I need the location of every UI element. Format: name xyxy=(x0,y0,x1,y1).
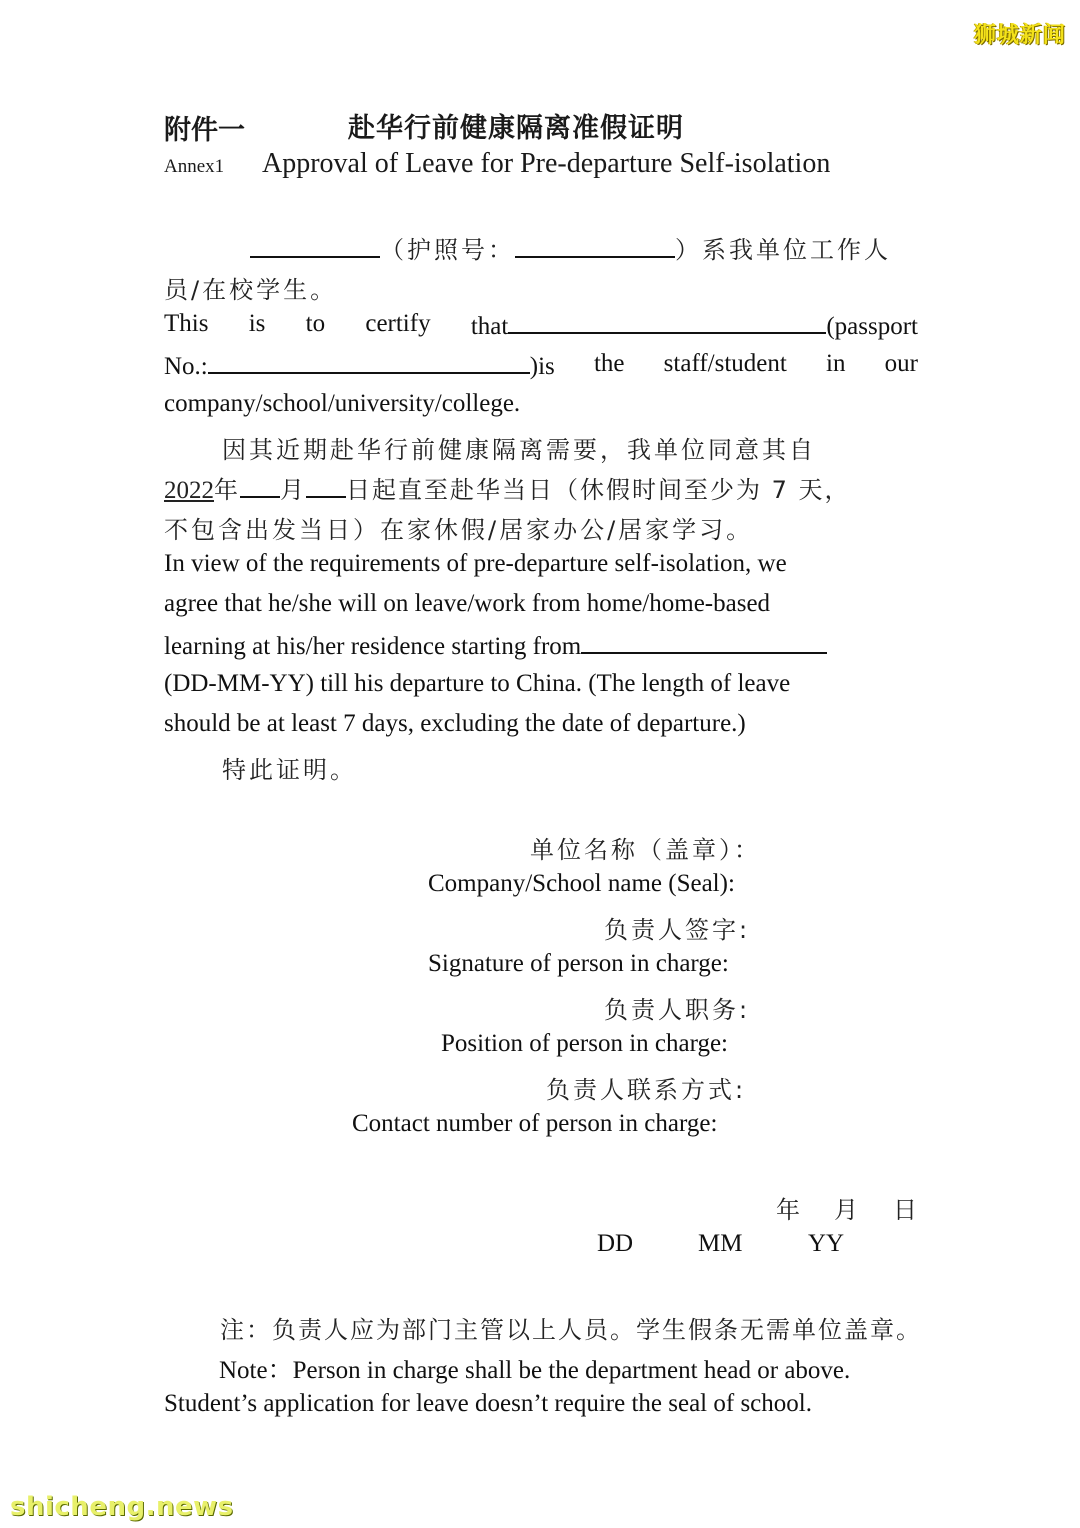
leave-cn-line3: 不包含出发当日）在家休假/居家办公/居家学习。 xyxy=(164,516,754,544)
date-day-label-cn: 日 xyxy=(893,1196,920,1224)
cert-cn-line2: 员/在校学生。 xyxy=(164,276,338,304)
position-label-en: Position of person in charge: xyxy=(441,1030,728,1057)
date-year-label-cn: 年 xyxy=(776,1196,803,1224)
signature-label-cn: 负责人签字: xyxy=(604,916,751,944)
contact-label-cn: 负责人联系方式: xyxy=(546,1076,747,1104)
passport-no-label: No.: xyxy=(164,353,208,380)
leave-cn-line1: 因其近期赴华行前健康隔离需要，我单位同意其自 xyxy=(222,436,816,464)
leave-en-line3-text: learning at his/her residence starting from xyxy=(164,633,582,660)
contact-label-en: Contact number of person in charge: xyxy=(352,1110,718,1137)
passport-label-cn: （护照号： xyxy=(380,236,515,264)
document-title-cn: 赴华行前健康隔离准假证明 xyxy=(348,113,684,144)
date-dd-label: DD xyxy=(597,1230,634,1257)
date-month-label-cn: 月 xyxy=(834,1196,861,1224)
leave-cn-line2-rest: 日起直至赴华当日（休假时间至少为 7 天， xyxy=(346,476,851,504)
position-label-cn: 负责人职务: xyxy=(604,996,751,1024)
date-yy-label: YY xyxy=(808,1230,845,1257)
date-mm-label: MM xyxy=(698,1230,743,1257)
month-label: 月 xyxy=(280,476,306,504)
leave-en-line3 xyxy=(164,630,827,661)
cert-en-word: in xyxy=(826,350,846,377)
leave-en-line4: (DD-MM-YY) till his departure to China. (The length of leave xyxy=(164,670,791,697)
cert-en-line3: company/school/university/college. xyxy=(164,390,521,417)
company-label-en: Company/School name (Seal): xyxy=(428,870,735,897)
day-blank[interactable] xyxy=(306,474,346,498)
watermark-bottom: shicheng.news xyxy=(10,1492,234,1522)
closing-cn: 特此证明。 xyxy=(222,756,357,784)
cert-en-word: This xyxy=(164,310,209,337)
name-blank[interactable] xyxy=(250,234,380,258)
cert-en-word: certify xyxy=(365,310,431,337)
cert-en-word: )is xyxy=(529,353,555,380)
watermark-top: 狮城新闻 xyxy=(973,23,1066,48)
cert-en-word: our xyxy=(884,350,918,377)
cert-en-line2 xyxy=(164,350,918,381)
passport-blank[interactable] xyxy=(515,234,675,258)
company-label-cn: 单位名称（盖章）： xyxy=(530,836,761,864)
passport-label-en: (passport xyxy=(826,313,918,340)
passport-blank-en[interactable] xyxy=(208,350,530,374)
cert-en-line1 xyxy=(164,310,918,341)
note-cn: 注：负责人应为部门主管以上人员。学生假条无需单位盖章。 xyxy=(220,1316,922,1344)
name-blank-en[interactable] xyxy=(508,310,826,334)
year-label: 年 xyxy=(214,476,240,504)
start-date-blank[interactable] xyxy=(581,630,827,654)
note-en-line2: Student’s application for leave doesn’t require the seal of school. xyxy=(164,1390,812,1417)
leave-en-line5: should be at least 7 days, excluding the date of departure.) xyxy=(164,710,746,737)
document-title-en: Approval of Leave for Pre-departure Self-isolation xyxy=(262,148,831,179)
cert-en-word: that xyxy=(470,313,509,340)
signature-label-en: Signature of person in charge: xyxy=(428,950,729,977)
year-value: 2022 xyxy=(164,477,214,504)
annex-label-en: Annex1 xyxy=(164,156,225,177)
cert-en-word: staff/student xyxy=(663,350,787,377)
cert-cn-line1 xyxy=(250,230,891,265)
month-blank[interactable] xyxy=(240,474,280,498)
leave-cn-line2 xyxy=(164,470,851,505)
cert-en-word: is xyxy=(248,310,266,337)
cert-en-word: to xyxy=(305,310,326,337)
cert-cn-line1-end: ）系我单位工作人 xyxy=(675,236,891,264)
leave-en-line1: In view of the requirements of pre-departure self-isolation, we xyxy=(164,550,787,577)
leave-en-line2: agree that he/she will on leave/work from home/home-based xyxy=(164,590,771,617)
cert-en-word: the xyxy=(593,350,625,377)
note-en-line1: Note：Person in charge shall be the department head or above. xyxy=(219,1357,851,1384)
annex-label-cn: 附件一 xyxy=(164,115,245,146)
